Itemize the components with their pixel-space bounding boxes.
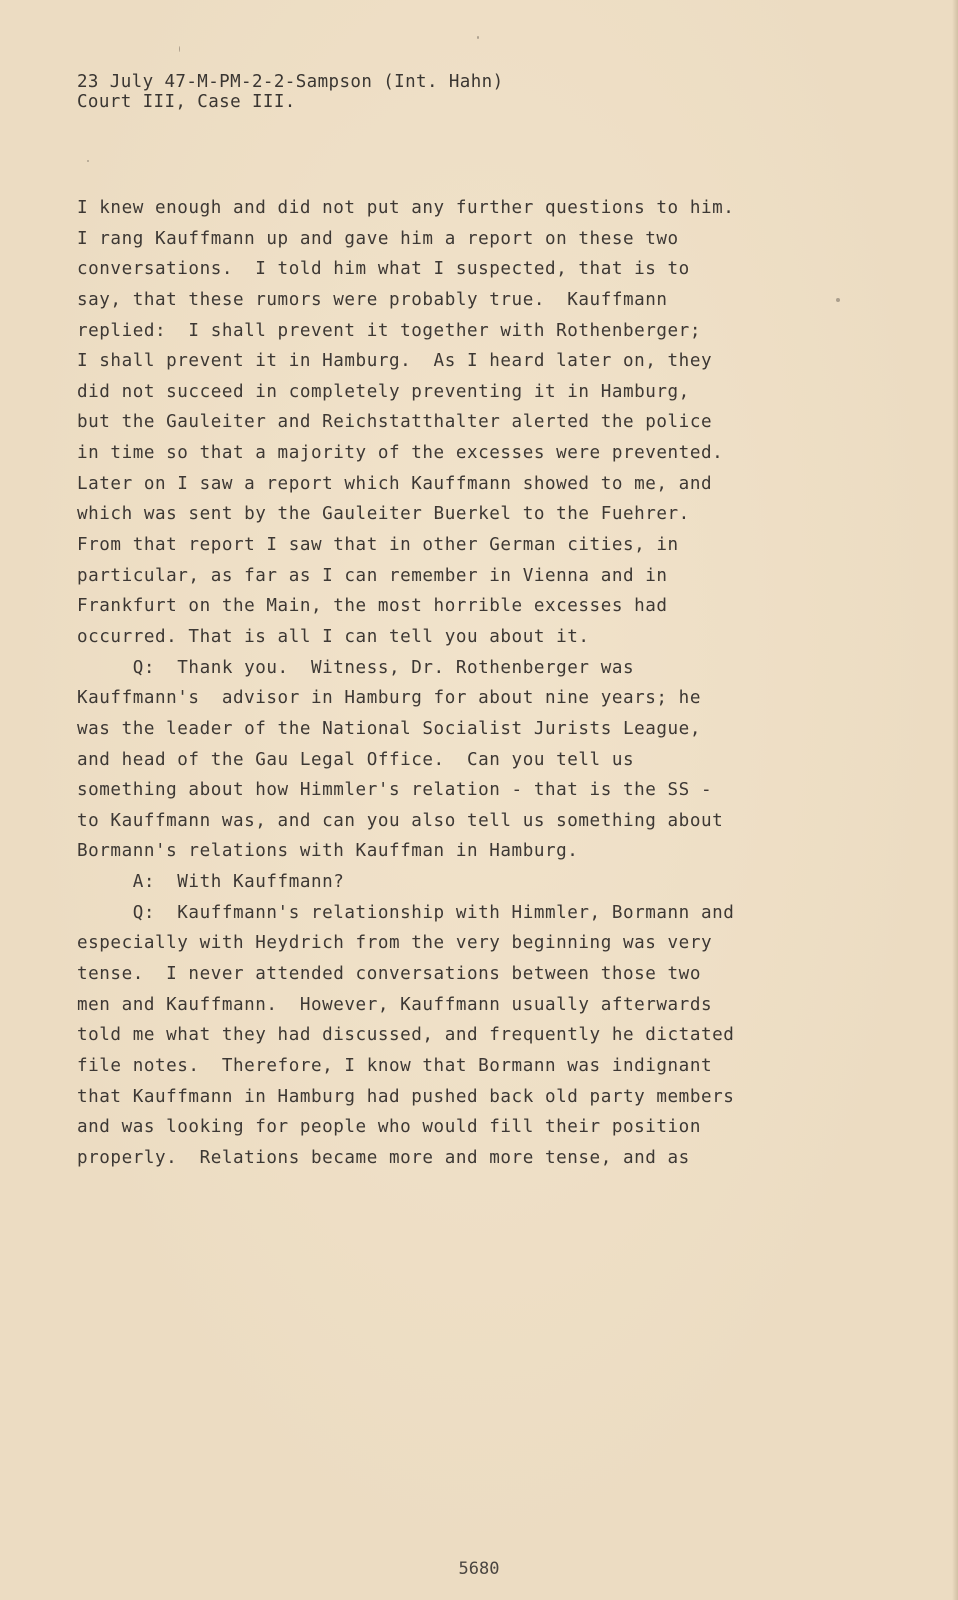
transcript-body <box>77 193 907 1174</box>
body-line: say, that these rumors were probably true. Kauffmann <box>77 289 668 310</box>
paper-speck <box>87 160 89 162</box>
body-line: Frankfurt on the Main, the most horrible excesses had <box>77 596 668 617</box>
body-line: did not succeed in completely preventing it in Hamburg, <box>77 381 690 402</box>
body-line: replied: I shall prevent it together with Rothenberger; <box>77 320 701 341</box>
body-line: I rang Kauffmann up and gave him a report on these two <box>77 228 679 249</box>
header-line-2: Court III, Case III. <box>77 92 296 112</box>
body-line: file notes. Therefore, I know that Bormann was indignant <box>77 1055 713 1076</box>
question-line: Q: Kauffmann's relationship with Himmler, Bormann and <box>77 902 735 923</box>
body-line: From that report I saw that in other German cities, in <box>77 535 679 556</box>
body-line: particular, as far as I can remember in Vienna and in <box>77 565 668 586</box>
body-line: told me what they had discussed, and frequently he dictated <box>77 1025 735 1046</box>
body-line: something about how Himmler's relation - that is the SS - <box>77 780 713 801</box>
paper-speck <box>836 298 840 302</box>
paper-speck <box>179 46 180 52</box>
body-line: and was looking for people who would fill their position <box>77 1117 701 1138</box>
answer-line: A: With Kauffmann? <box>77 872 345 893</box>
body-line: conversations. I told him what I suspected, that is to <box>77 259 690 280</box>
body-line: tense. I never attended conversations between those two <box>77 964 701 985</box>
page-edge-shadow <box>952 0 958 1600</box>
body-line: I knew enough and did not put any further questions to him. <box>77 198 735 218</box>
body-line: but the Gauleiter and Reichstatthalter alerted the police <box>77 412 713 433</box>
body-line: and head of the Gau Legal Office. Can you tell us <box>77 749 635 770</box>
body-line: which was sent by the Gauleiter Buerkel to the Fuehrer. <box>77 504 690 525</box>
body-line: Bormann's relations with Kauffman in Hamburg. <box>77 841 579 862</box>
body-line: in time so that a majority of the excesses were prevented. <box>77 443 724 464</box>
body-line: Later on I saw a report which Kauffmann showed to me, and <box>77 473 713 494</box>
body-line: Kauffmann's advisor in Hamburg for about nine years; he <box>77 688 701 709</box>
body-line: men and Kauffmann. However, Kauffmann usually afterwards <box>77 994 713 1015</box>
body-line: to Kauffmann was, and can you also tell us something about <box>77 810 724 831</box>
transcript-header <box>77 72 504 112</box>
body-line: properly. Relations became more and more tense, and as <box>77 1147 690 1168</box>
body-line: was the leader of the National Socialist Jurists League, <box>77 718 701 739</box>
body-line: especially with Heydrich from the very beginning was very <box>77 933 713 954</box>
question-line: Q: Thank you. Witness, Dr. Rothenberger was <box>77 657 635 678</box>
paper-speck <box>477 36 479 39</box>
body-line: I shall prevent it in Hamburg. As I heard later on, they <box>77 351 713 372</box>
body-line: occurred. That is all I can tell you about it. <box>77 626 590 647</box>
body-line: that Kauffmann in Hamburg had pushed back old party members <box>77 1086 735 1107</box>
page-number: 5680 <box>458 1559 500 1579</box>
header-line-1: 23 July 47-M-PM-2-2-Sampson (Int. Hahn) <box>77 72 504 92</box>
